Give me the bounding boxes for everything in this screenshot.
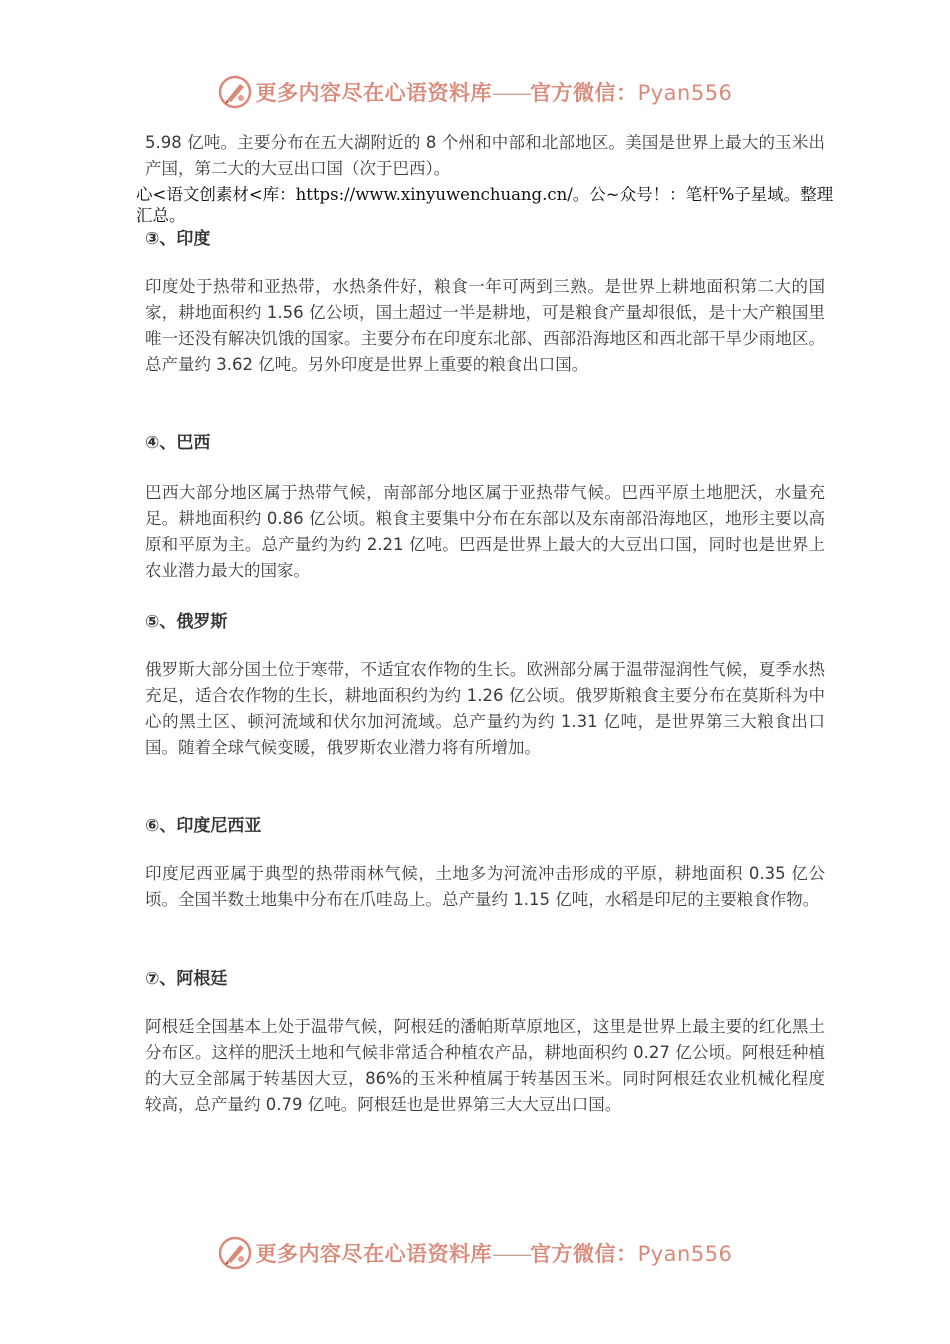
section-indonesia-body	[145, 861, 825, 913]
section-brazil-body	[145, 480, 825, 584]
section-heading: ④、巴西	[145, 433, 211, 453]
section-brazil	[145, 430, 825, 456]
section-india	[145, 226, 825, 252]
section-paragraph: 印度处于热带和亚热带，水热条件好，粮食一年可两到三熟。是世界上耕地面积第二大的国家，耕地面积约 1.56 亿公顷，国土超过一半是耕地，可是粮食产量却很低，是十大产粮国里唯一还没有解决饥饿的国家。主要分布在印度东北部、西部沿海地区和西北部干旱少雨地区。总产量约 3.62 亿吨。另外印度是世界上重要的粮食出口国。	[145, 277, 825, 374]
pen-logo-icon	[218, 1236, 252, 1270]
pen-logo-icon	[218, 75, 252, 109]
section-paragraph: 巴西大部分地区属于热带气候，南部部分地区属于亚热带气候。巴西平原土地肥沃，水量充足。耕地面积约 0.86 亿公顷。粮食主要集中分布在东部以及东南部沿海地区，地形主要以高原和平原为主。总产量约为约 2.21 亿吨。巴西是世界上最大的大豆出口国，同时也是世界上农业潜力最大的国家。	[145, 483, 825, 580]
section-paragraph: 俄罗斯大部分国土位于寒带，不适宜农作物的生长。欧洲部分属于温带湿润性气候，夏季水热充足，适合农作物的生长，耕地面积约为约 1.26 亿公顷。俄罗斯粮食主要分布在莫斯科为中心的黑土区、顿河流域和伏尔加河流域。总产量约为约 1.31 亿吨，是世界第三大粮食出口国。随着全球气候变暖，俄罗斯农业潜力将有所增加。	[145, 660, 825, 757]
section-heading: ③、印度	[145, 229, 211, 249]
section-argentina-body	[145, 1014, 825, 1118]
section-heading: ⑤、俄罗斯	[145, 612, 228, 632]
section-russia-body	[145, 657, 825, 761]
watermark-text: 心<语文创素材<库：https://www.xinyuwenchuang.cn/。公~众号！：笔杆%子星域。整理汇总。	[136, 185, 834, 225]
section-russia	[145, 609, 825, 635]
section-heading: ⑦、阿根廷	[145, 969, 228, 989]
banner-text: 更多内容尽在心语资料库——官方微信：Pyan556	[255, 1241, 733, 1266]
section-paragraph: 阿根廷全国基本上处于温带气候，阿根廷的潘帕斯草原地区，这里是世界上最主要的红化黑土分布区。这样的肥沃土地和气候非常适合种植农产品，耕地面积约 0.27 亿公顷。阿根廷种植的大豆全部属于转基因大豆，86%的玉米种植属于转基因玉米。同时阿根廷农业机械化程度较高，总产量约 0.79 亿吨。阿根廷也是世界第三大大豆出口国。	[145, 1017, 825, 1114]
intro-paragraph: 5.98 亿吨。主要分布在五大湖附近的 8 个州和中部和北部地区。美国是世界上最大的玉米出产国，第二大的大豆出口国（次于巴西）。	[145, 133, 825, 178]
section-paragraph: 印度尼西亚属于典型的热带雨林气候，土地多为河流冲击形成的平原，耕地面积 0.35 亿公顷。全国半数土地集中分布在爪哇岛上。总产量约 1.15 亿吨，水稻是印尼的主要粮食作物。	[145, 864, 825, 909]
banner-text: 更多内容尽在心语资料库——官方微信：Pyan556	[255, 80, 733, 105]
footer-banner	[0, 1233, 950, 1273]
section-india-body	[145, 274, 825, 378]
section-heading: ⑥、印度尼西亚	[145, 816, 262, 836]
intro-block	[145, 130, 825, 182]
section-indonesia	[145, 813, 825, 839]
header-banner	[0, 72, 950, 112]
section-argentina	[145, 966, 825, 992]
